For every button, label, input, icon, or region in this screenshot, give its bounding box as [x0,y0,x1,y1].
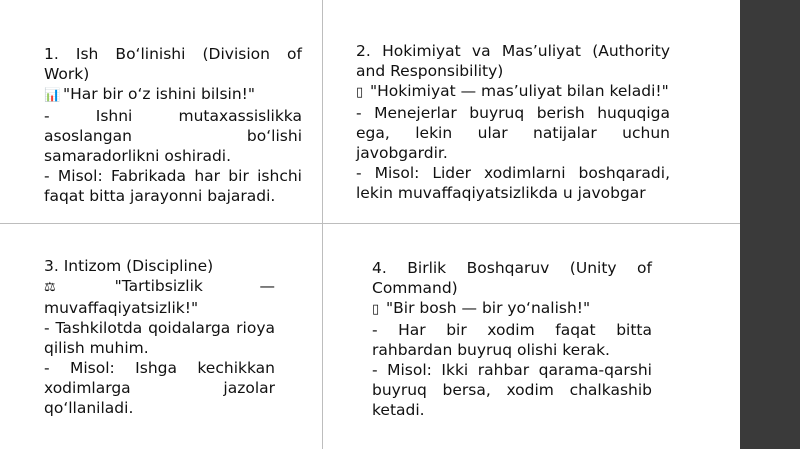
quadrant-point: - Menejerlar buyruq berish huquqiga ega, lekin ular natijalar uchun javobgardir. [356,104,670,162]
quadrant-title: 1. Ish Bo‘linishi (Division of Work) [44,45,302,83]
missing-glyph-icon: ▯ [372,302,380,317]
quadrant-point: - Tashkilotda qoidalarga rioya qilish muhim. [44,319,275,357]
scales-icon: ⚖ [44,280,56,295]
quadrant-quote: "Tartibsizlik — muvaffaqiyatsizlik!" [44,277,275,317]
quadrant-point: - Ishni mutaxassislikka asoslangan bo‘lishi samaradorlikni oshiradi. [44,107,302,165]
quadrant-division-of-work [44,44,302,206]
quadrant-point: - Har bir xodim faqat bitta rahbardan buyruq olishi kerak. [372,321,652,359]
quadrant-unity-of-command [372,258,652,420]
quadrant-quote: "Bir bosh — bir yo‘nalish!" [386,299,591,317]
quadrant-discipline [44,256,275,418]
quadrant-title: 4. Birlik Boshqaruv (Unity of Command) [372,259,652,297]
quadrant-quote: "Har bir o‘z ishini bilsin!" [62,85,256,103]
horizontal-divider [0,223,740,224]
vertical-divider [322,0,323,449]
quadrant-authority-responsibility [356,41,670,203]
quadrant-quote: "Hokimiyat — mas’uliyat bilan keladi!" [370,82,669,100]
quadrant-title: 2. Hokimiyat va Mas’uliyat (Authority and Responsibility) [356,42,670,80]
quadrant-title: 3. Intizom (Discipline) [44,257,214,275]
bar-chart-icon: 📊 [44,88,61,103]
quadrant-example: - Misol: Ikki rahbar qarama-qarshi buyruq bersa, xodim chalkashib ketadi. [372,361,652,419]
quadrant-example: - Misol: Ishga kechikkan xodimlarga jazolar qo‘llaniladi. [44,359,275,417]
quadrant-example: - Misol: Fabrikada har bir ishchi faqat bitta jarayonni bajaradi. [44,167,302,205]
right-sidebar [740,0,800,449]
quadrant-example: - Misol: Lider xodimlarni boshqaradi, lekin muvaffaqiyatsizlikda u javobgar [356,164,670,202]
missing-glyph-icon: ▯ [356,85,364,100]
